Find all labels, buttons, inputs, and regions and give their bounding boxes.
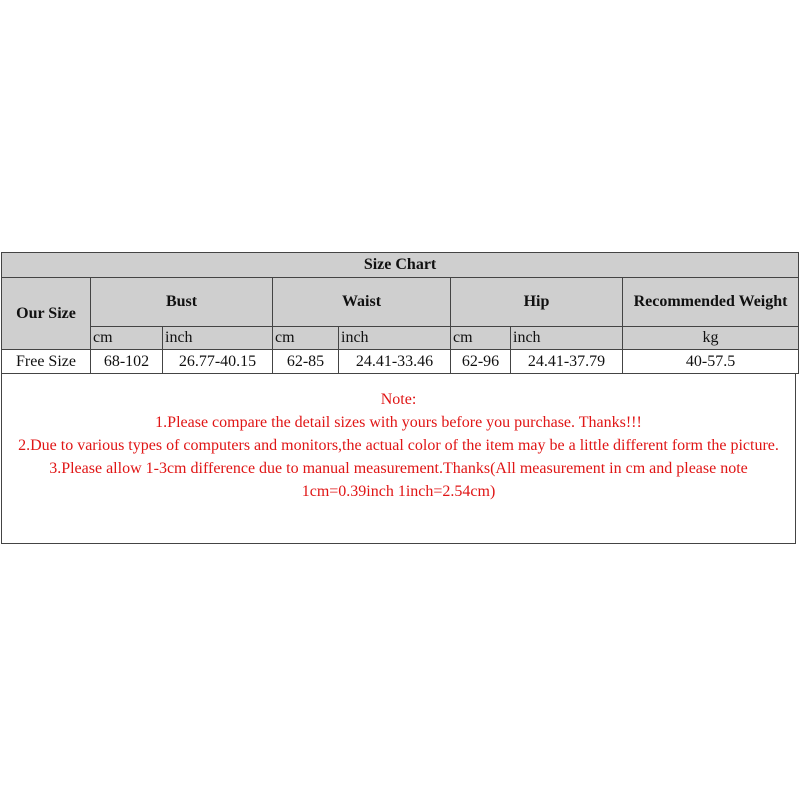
unit-waist-cm: cm bbox=[273, 327, 339, 350]
unit-bust-cm: cm bbox=[91, 327, 163, 350]
unit-hip-cm: cm bbox=[451, 327, 511, 350]
cell-waist-cm: 62-85 bbox=[273, 350, 339, 374]
note-line-2: 2.Due to various types of computers and monitors,the actual color of the item may be a little different form the picture. bbox=[18, 437, 779, 454]
table-title: Size Chart bbox=[2, 253, 799, 278]
unit-bust-inch: inch bbox=[163, 327, 273, 350]
size-chart bbox=[1, 252, 798, 544]
unit-weight-kg: kg bbox=[623, 327, 799, 350]
notes-box bbox=[1, 374, 796, 544]
cell-hip-inch: 24.41-37.79 bbox=[511, 350, 623, 374]
header-recommended-weight: Recommended Weight bbox=[623, 278, 799, 327]
cell-bust-inch: 26.77-40.15 bbox=[163, 350, 273, 374]
cell-size: Free Size bbox=[2, 350, 91, 374]
unit-waist-inch: inch bbox=[339, 327, 451, 350]
table-row bbox=[2, 350, 799, 374]
note-heading: Note: bbox=[380, 391, 417, 408]
header-waist: Waist bbox=[273, 278, 451, 327]
header-bust: Bust bbox=[91, 278, 273, 327]
note-line-3: 3.Please allow 1-3cm difference due to manual measurement.Thanks(All measurement in cm and please note 1cm=0.39inch 1inch=2.54cm) bbox=[49, 460, 748, 500]
cell-waist-inch: 24.41-33.46 bbox=[339, 350, 451, 374]
note-line-1: 1.Please compare the detail sizes with yours before you purchase. Thanks!!! bbox=[155, 414, 642, 431]
unit-hip-inch: inch bbox=[511, 327, 623, 350]
header-our-size: Our Size bbox=[2, 278, 91, 350]
size-chart-table bbox=[1, 252, 799, 374]
cell-hip-cm: 62-96 bbox=[451, 350, 511, 374]
header-hip: Hip bbox=[451, 278, 623, 327]
cell-bust-cm: 68-102 bbox=[91, 350, 163, 374]
cell-weight: 40-57.5 bbox=[623, 350, 799, 374]
